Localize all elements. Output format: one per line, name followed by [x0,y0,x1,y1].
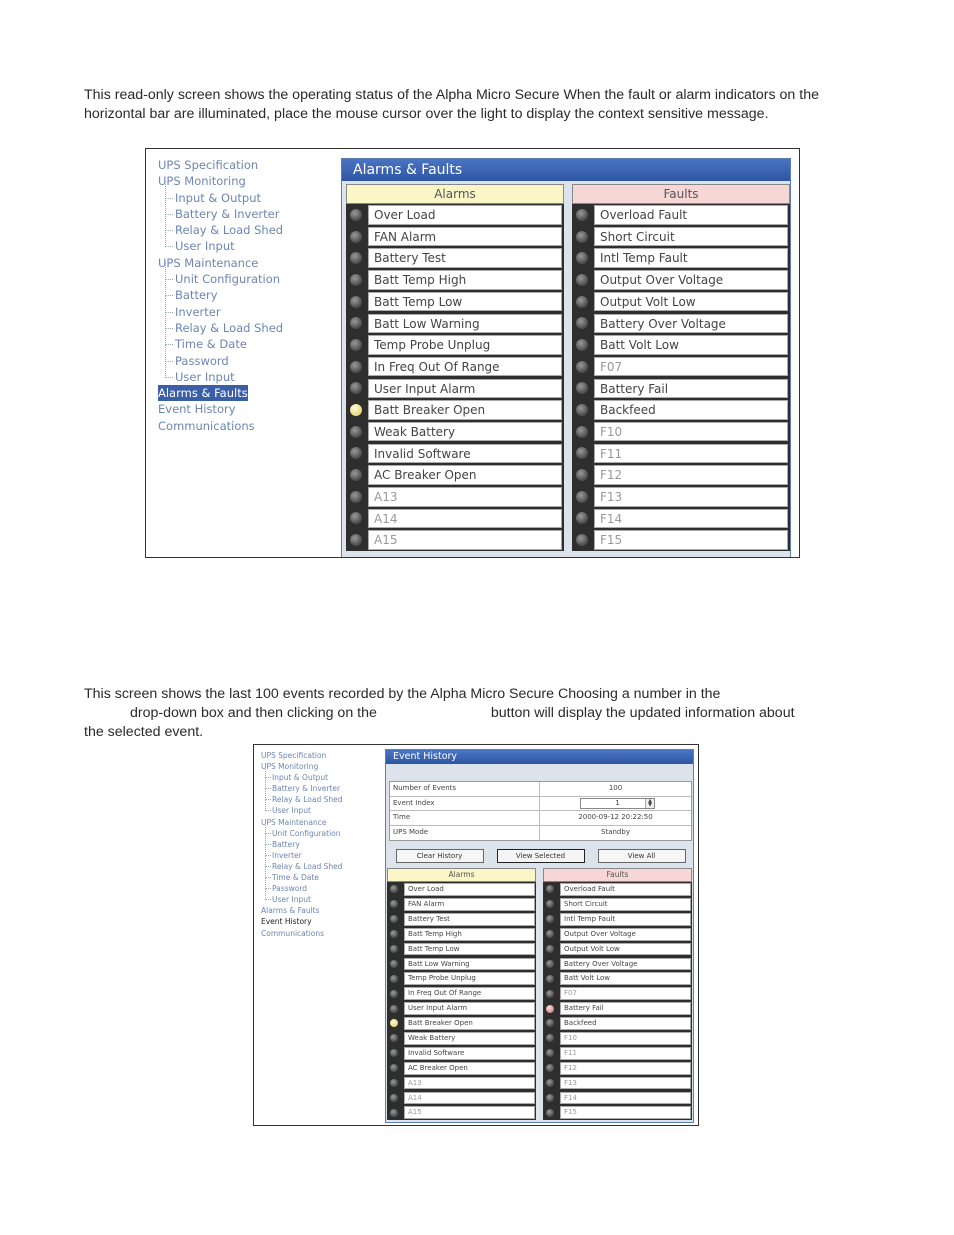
alarm-label: Over Load [404,883,535,896]
event-info-table [389,781,692,841]
fault-label: Battery Fail [594,379,788,399]
indicator-light-icon[interactable] [576,274,588,286]
fault-row [572,312,790,334]
alarm-row [387,1001,536,1016]
alarm-row [387,1061,536,1076]
alarm-label: Temp Probe Unplug [368,335,562,355]
nav-item[interactable]: User Input [158,238,283,254]
fault-row [572,334,790,356]
nav-item[interactable]: UPS Maintenance [158,255,259,270]
nav-item[interactable]: Event History [158,402,236,417]
paragraph-text: button will display the updated information about [490,705,795,721]
alarm-row [346,269,564,291]
nav-item[interactable]: UPS Monitoring [158,174,246,189]
alarm-row [346,399,564,421]
alarm-label: Invalid Software [368,444,562,464]
fault-label: F13 [560,1077,691,1090]
alarm-label: Over Load [368,205,562,225]
indicator-light-icon[interactable] [350,469,362,481]
alarm-label: Temp Probe Unplug [404,972,535,985]
alarm-row [387,882,536,897]
fault-row [543,897,692,912]
fault-row [572,226,790,248]
indicator-light-icon[interactable] [576,252,588,264]
spinner-arrows-icon[interactable]: ▲ ▼ [645,799,654,808]
alarm-label: Battery Test [368,248,562,268]
nav-item[interactable]: Battery & Inverter [158,206,283,222]
indicator-light-icon[interactable] [350,361,362,373]
indicator-light-icon[interactable] [390,1049,398,1057]
indicator-light-icon[interactable] [546,930,554,938]
nav-item[interactable]: Battery & Inverter [261,783,343,794]
indicator-light-icon[interactable] [350,426,362,438]
alarm-label: FAN Alarm [404,898,535,911]
fault-label: F12 [560,1062,691,1075]
fault-row [543,1090,692,1105]
event-history-panel [385,749,694,1123]
alarm-label: AC Breaker Open [404,1062,535,1075]
nav-item[interactable]: UPS Specification [261,751,327,760]
fault-label: Backfeed [594,400,788,420]
indicator-light-icon[interactable] [390,945,398,953]
nav-item[interactable]: User Input [261,805,343,816]
indicator-light-icon[interactable] [546,1094,554,1102]
fault-row [543,1001,692,1016]
indicator-light-icon[interactable] [390,990,398,998]
indicator-light-icon[interactable] [390,900,398,908]
alarm-label: In Freq Out Of Range [368,357,562,377]
fault-label: F13 [594,487,788,507]
alarm-label: AC Breaker Open [368,465,562,485]
indicator-light-icon[interactable] [390,1094,398,1102]
paragraph-line: This screen shows the last 100 events recorded by the Alpha Micro Secure Choosing a number in the [84,686,721,702]
indicator-light-icon[interactable] [576,534,588,546]
event-history-screenshot [253,744,699,1126]
indicator-light-icon[interactable] [350,382,362,394]
nav-item[interactable]: Relay & Load Shed [261,794,343,805]
fault-label: F07 [594,357,788,377]
fault-row [543,1016,692,1031]
alarm-label: A13 [368,487,562,507]
nav-item[interactable]: Input & Output [261,772,343,783]
fault-label: F12 [594,465,788,485]
indicator-light-icon[interactable] [576,469,588,481]
fault-label: Battery Over Voltage [560,958,691,971]
nav-item[interactable]: Communications [261,928,325,938]
indicator-columns [346,184,790,551]
nav-item[interactable]: Relay & Load Shed [158,320,283,336]
nav-tree [158,157,283,434]
indicator-light-icon[interactable] [576,339,588,351]
alarm-row [387,912,536,927]
panel-title: Alarms & Faults [342,159,790,181]
indicator-light-icon[interactable] [350,339,362,351]
alarms-header: Alarms [387,868,536,882]
info-row [390,797,691,812]
fault-row [543,956,692,971]
alarm-row [346,443,564,465]
alarm-row [346,291,564,313]
number-of-events-value: 100 [608,784,623,792]
fault-label: Output Volt Low [594,292,788,312]
indicator-light-icon[interactable] [390,1019,398,1027]
indicator-light-icon[interactable] [576,447,588,459]
alarm-label: Batt Breaker Open [368,400,562,420]
alarm-row [387,986,536,1001]
fault-row [543,971,692,986]
indicator-light-icon[interactable] [390,915,398,923]
nav-item[interactable]: Time & Date [158,336,283,352]
fault-row [572,247,790,269]
alarm-row [387,1031,536,1046]
faults-header: Faults [572,184,790,204]
nav-item[interactable]: Relay & Load Shed [261,861,343,872]
indicator-light-icon[interactable] [546,1064,554,1072]
indicator-light-icon[interactable] [576,296,588,308]
info-label: Event Index [390,797,540,811]
alarm-label: FAN Alarm [368,227,562,247]
alarm-label: Weak Battery [368,422,562,442]
alarm-label: Batt Temp High [404,928,535,941]
nav-item[interactable]: Password [261,883,343,894]
fault-label: Backfeed [560,1017,691,1030]
nav-item[interactable]: UPS Monitoring [261,762,319,772]
event-index-value: 1 [615,798,620,807]
alarm-row [346,226,564,248]
nav-item[interactable]: Unit Configuration [158,271,283,287]
alarms-faults-screenshot [145,148,800,558]
alarm-row [387,1090,536,1105]
alarm-label: User Input Alarm [404,1002,535,1015]
fault-row [543,927,692,942]
indicator-light-icon[interactable] [546,975,554,983]
indicator-light-icon[interactable] [546,915,554,923]
clear-history-button[interactable]: Clear History [396,849,484,863]
fault-row [572,443,790,465]
nav-item[interactable]: Inverter [158,304,283,320]
fault-label: Output Over Voltage [560,928,691,941]
alarm-row [387,1076,536,1091]
fault-label: F14 [560,1092,691,1105]
indicator-light-icon[interactable] [350,404,362,416]
indicator-light-icon[interactable] [350,231,362,243]
indicator-light-icon[interactable] [546,990,554,998]
paragraph-text: drop-down box and then clicking on the [130,705,377,721]
fault-label: Short Circuit [560,898,691,911]
view-all-button[interactable]: View All [598,849,686,863]
nav-item[interactable]: Password [158,353,283,369]
faults-column [572,184,790,551]
fault-row [572,269,790,291]
fault-label: F11 [594,444,788,464]
indicator-light-icon[interactable] [390,975,398,983]
event-buttons [389,847,692,865]
alarm-label: In Freq Out Of Range [404,987,535,1000]
alarm-row [346,312,564,334]
indicator-light-icon[interactable] [350,534,362,546]
fault-label: Overload Fault [594,205,788,225]
fault-label: F15 [560,1106,691,1119]
alarms-column [387,868,536,1120]
alarm-row [346,247,564,269]
indicator-light-icon[interactable] [350,512,362,524]
indicator-light-icon[interactable] [546,945,554,953]
fault-row [572,204,790,226]
nav-item[interactable]: UPS Maintenance [261,817,327,827]
fault-row [572,378,790,400]
fault-row [572,508,790,530]
intro-paragraph-event-history [84,685,884,742]
fault-row [572,464,790,486]
alarm-row [346,356,564,378]
indicator-light-icon[interactable] [350,252,362,264]
indicator-light-icon[interactable] [576,426,588,438]
nav-item[interactable]: Relay & Load Shed [158,222,283,238]
indicator-light-icon[interactable] [350,296,362,308]
alarm-row [387,1046,536,1061]
fault-row [543,942,692,957]
alarm-label: A15 [404,1106,535,1119]
fault-label: Short Circuit [594,227,788,247]
alarm-row [346,378,564,400]
nav-item[interactable]: Inverter [261,850,343,861]
nav-item[interactable]: Battery [261,839,343,850]
indicator-light-icon[interactable] [350,274,362,286]
fault-label: F15 [594,530,788,550]
alarm-row [346,421,564,443]
fault-row [572,486,790,508]
nav-item[interactable]: Alarms & Faults [158,386,248,401]
paragraph-line [84,704,884,723]
fault-row [572,529,790,551]
indicator-light-icon[interactable] [576,209,588,221]
fault-label: Batt Volt Low [594,335,788,355]
alarms-faults-panel [341,158,791,558]
panel-title: Event History [386,750,693,764]
indicator-light-icon[interactable] [546,1019,554,1027]
alarm-row [387,1016,536,1031]
indicator-light-icon[interactable] [576,317,588,329]
alarm-label: Batt Temp Low [368,292,562,312]
time-value: 2000-09-12 20:22:50 [578,813,653,822]
info-row [390,826,691,841]
indicator-light-icon[interactable] [546,1034,554,1042]
fault-label: Output Volt Low [560,943,691,956]
indicator-light-icon[interactable] [390,1005,398,1013]
indicator-light-icon[interactable] [350,491,362,503]
fault-label: Output Over Voltage [594,270,788,290]
indicator-light-icon[interactable] [350,317,362,329]
alarm-row [387,971,536,986]
indicator-light-icon[interactable] [546,960,554,968]
alarm-row [387,956,536,971]
nav-tree [261,750,343,939]
nav-item[interactable]: Input & Output [158,190,283,206]
intro-paragraph-alarms: This read-only screen shows the operating status of the Alpha Micro Secure When the fault or alarm indicators on the horizontal bar are illuminated, place the mouse cursor over the light to display the context sensitive message. [84,87,819,122]
indicator-light-icon[interactable] [350,209,362,221]
info-row [390,782,691,797]
ups-mode-value: Standby [601,827,630,836]
indicator-light-icon[interactable] [390,1079,398,1087]
alarms-header: Alarms [346,184,564,204]
fault-label: Batt Volt Low [560,972,691,985]
indicator-light-icon[interactable] [390,930,398,938]
fault-row [543,912,692,927]
alarm-label: A14 [404,1092,535,1105]
fault-label: Intl Temp Fault [560,913,691,926]
indicator-columns [387,868,692,1120]
nav-item[interactable]: Communications [158,418,255,433]
fault-label: F11 [560,1047,691,1060]
nav-item[interactable]: UPS Specification [158,158,259,172]
alarm-row [387,1105,536,1120]
fault-row [572,356,790,378]
alarm-label: Invalid Software [404,1047,535,1060]
alarm-label: A15 [368,530,562,550]
nav-item[interactable]: Alarms & Faults [261,906,320,916]
indicator-light-icon[interactable] [576,231,588,243]
indicator-light-icon[interactable] [546,900,554,908]
indicator-light-icon[interactable] [390,1109,398,1117]
indicator-light-icon[interactable] [546,1005,554,1013]
faults-column [543,868,692,1120]
fault-row [543,882,692,897]
info-row [390,811,691,826]
indicator-light-icon[interactable] [576,361,588,373]
alarm-label: Batt Temp High [368,270,562,290]
indicator-light-icon[interactable] [390,1064,398,1072]
alarm-row [346,529,564,551]
alarm-row [387,927,536,942]
indicator-light-icon[interactable] [546,1049,554,1057]
indicator-light-icon[interactable] [576,491,588,503]
fault-label: Battery Over Voltage [594,314,788,334]
event-index-dropdown[interactable] [580,798,655,809]
alarm-row [346,464,564,486]
view-selected-button[interactable]: View Selected [497,849,585,863]
nav-item[interactable]: Battery [158,287,283,303]
nav-item[interactable]: User Input [158,369,283,385]
nav-item[interactable]: Unit Configuration [261,828,343,839]
alarm-row [346,486,564,508]
indicator-light-icon[interactable] [390,960,398,968]
alarm-row [346,508,564,530]
alarm-label: Batt Low Warning [404,958,535,971]
indicator-light-icon[interactable] [390,885,398,893]
alarm-label: Battery Test [404,913,535,926]
fault-row [543,1076,692,1091]
alarm-row [346,334,564,356]
fault-row [572,291,790,313]
indicator-light-icon[interactable] [546,885,554,893]
fault-label: F07 [560,987,691,1000]
fault-row [543,986,692,1001]
alarms-column [346,184,564,551]
alarm-label: User Input Alarm [368,379,562,399]
fault-label: F10 [594,422,788,442]
fault-label: Overload Fault [560,883,691,896]
indicator-light-icon[interactable] [576,404,588,416]
indicator-light-icon[interactable] [576,382,588,394]
indicator-light-icon[interactable] [390,1034,398,1042]
indicator-light-icon[interactable] [546,1109,554,1117]
alarm-label: A13 [404,1077,535,1090]
nav-item[interactable]: Time & Date [261,872,343,883]
alarm-row [346,204,564,226]
indicator-light-icon[interactable] [576,512,588,524]
fault-label: Battery Fail [560,1002,691,1015]
alarm-label: Batt Breaker Open [404,1017,535,1030]
alarm-label: Weak Battery [404,1032,535,1045]
alarm-label: A14 [368,509,562,529]
fault-row [543,1105,692,1120]
fault-row [543,1061,692,1076]
fault-row [572,421,790,443]
alarm-label: Batt Low Warning [368,314,562,334]
alarm-row [387,897,536,912]
indicator-light-icon[interactable] [546,1079,554,1087]
fault-row [572,399,790,421]
fault-row [543,1031,692,1046]
faults-header: Faults [543,868,692,882]
fault-label: F10 [560,1032,691,1045]
fault-label: F14 [594,509,788,529]
paragraph-line: the selected event. [84,724,204,740]
nav-item[interactable]: User Input [261,894,343,905]
info-label: Number of Events [390,782,540,796]
info-label: UPS Mode [390,826,540,841]
fault-label: Intl Temp Fault [594,248,788,268]
nav-item[interactable]: Event History [261,917,312,927]
fault-row [543,1046,692,1061]
info-label: Time [390,811,540,825]
alarm-label: Batt Temp Low [404,943,535,956]
indicator-light-icon[interactable] [350,447,362,459]
alarm-row [387,942,536,957]
